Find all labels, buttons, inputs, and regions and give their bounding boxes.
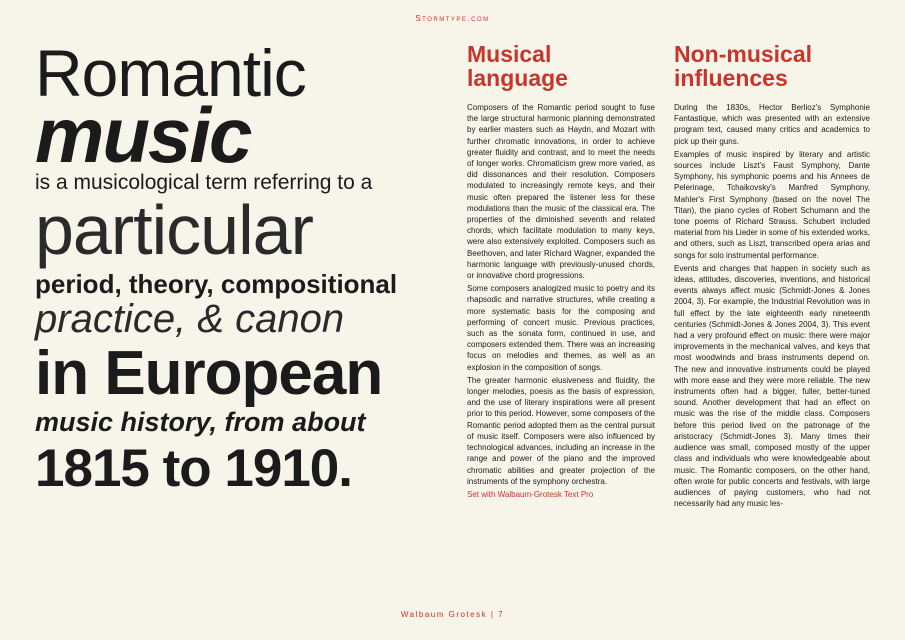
typeface-credit: Set with Walbaum-Grotesk Text Pro [467, 489, 594, 499]
headline-line-6: practice, & canon [35, 297, 345, 341]
headline-block [35, 36, 455, 498]
column-title-musical-language: Musical language [467, 41, 568, 91]
headline-line-1: Romantic [35, 36, 306, 110]
musical-language-column [467, 42, 655, 502]
headline-line-5: period, theory, compositional [35, 269, 398, 299]
site-header: Stormtype.com [415, 14, 490, 23]
column-title-non-musical-influences: Non-musical influences [674, 41, 813, 91]
paragraph: Events and changes that happen in society such as ideas, attitudes, discoveries, inventions, and historical events always affect music (Schmidt-Jones & Jones 2004, 3). For example, the Industrial Revolution was in full effect by the late eighteenth early nineteenth centuries (Schmidt-Jones & Jones 2004, 3). This event had a very profound effect on music: there were major improvements in the mechanical valves, and keys that most woodwinds and brass instruments depend on. The new and innovative instruments could be played with more ease and they were more reliable. The new instruments often had a bigger, fuller, better-tuned sound. Another development that had an effect on music was the rise of the middle class. Composers before this period lived on the patronage of the aristocracy (Schmidt-Jones 3). Many times their audience was small, composed mostly of the upper class and individuals who were knowledgeable about music. The Romantic composers, on the other hand, often wrote for public concerts and festivals, with large audiences of paying customers, who had not necessarily had any music les- [674, 263, 870, 509]
paragraph: The greater harmonic elusiveness and fluidity, the longer melodies, poesis as the basis of expression, and the use of literary inspirations were all present prior to this period. However, some composers of the Romantic period adopted them as the central pursuit of music itself. Composers were also influenced by technological advances, including an increase in the range and power of the piano and the improved chromatic abilities and greater projection of the instruments of the symphony orchestra. [467, 375, 655, 486]
headline-line-9: 1815 to 1910. [35, 439, 353, 498]
headline-line-4: particular [35, 191, 313, 269]
headline-line-8: music history, from about [35, 407, 366, 437]
non-musical-influences-column [674, 42, 870, 511]
paragraph: Examples of music inspired by literary and artistic sources include Liszt's Faust Symphony, Dante Symphony, his symphonic poems and his Annees de Pelerinage, Tchaikovsky's Manfred Symphony, Mahler's First Symphony (based on the novel The Titan), the piano cycles of Robert Schumann and the tone poems of Richard Strauss. Schubert included material from his Lieder in some of his extended works, and others, such as Liszt, transcribed opera arias and songs for solo instrumental performance. [674, 149, 870, 260]
headline-line-3: is a musicological term referring to a [35, 171, 373, 194]
headline-line-2: music [35, 91, 251, 179]
page-footer: Walbaum Grotesk | 7 [400, 610, 505, 619]
paragraph: Composers of the Romantic period sought to fuse the large structural harmonic planning demonstrated by earlier masters such as Haydn, and Mozart with further chromatic innovations, in order to achieve greater fluidity and contrast, and to meet the needs of longer works. Chromaticism grew more varied, as did dissonances and their resolution. Composers modulated to increasingly remote keys, and their music often prepared the listener less for these modulations than the music of the classical era. The properties of the diminished seventh and related chords, which facilitate modulation to many keys, were also extensively exploited. Composers such as Beethoven, and later Richard Wagner, expanded the harmonic language with previously-unused chords, or innovative chord progressions. [467, 103, 655, 281]
paragraph: During the 1830s, Hector Berlioz's Symphonie Fantastique, which was presented with an extensive program text, caused many critics and academics to pick up their guns. [674, 103, 870, 146]
paragraph: Some composers analogized music to poetry and its rhapsodic and narrative structures, while creating a more systematic basis for the composing and performing of concert music. Previous practices, such as the sonata form, continued in use, and composers extended them. There was an increasing focus on melodies and themes, as well as an explosion in the composition of songs. [467, 284, 655, 372]
headline-line-7: in European [35, 339, 383, 408]
